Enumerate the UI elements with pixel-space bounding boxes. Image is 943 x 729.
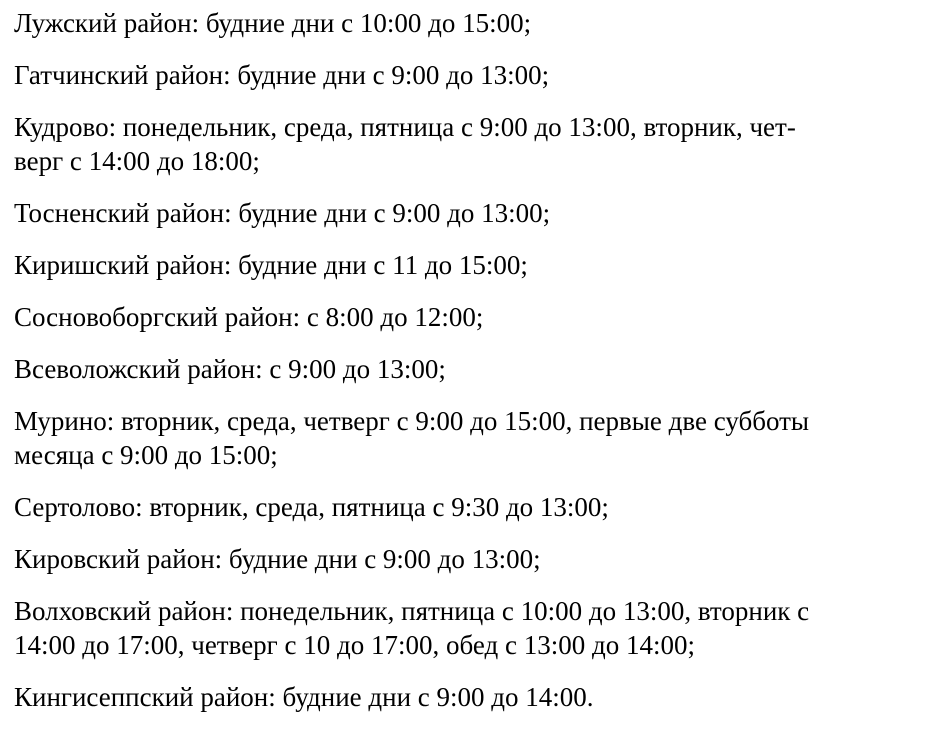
paragraph-gap (14, 40, 934, 58)
paragraph-gap (14, 576, 934, 594)
paragraph-gap (14, 282, 934, 300)
schedule-entry-gatchinsky (14, 58, 934, 92)
entry-line: 14:00 до 17:00, четверг с 10 до 17:00, обед с 13:00 до 14:00; (14, 630, 695, 660)
schedule-entry-sosnovoborgsky (14, 300, 934, 334)
paragraph-gap (14, 334, 934, 352)
paragraph-gap (14, 92, 934, 110)
schedule-entry-kingiseppsky (14, 680, 934, 714)
schedule-entry-volkhovsky (14, 594, 934, 662)
entry-line: месяца с 9:00 до 15:00; (14, 440, 278, 470)
paragraph-gap (14, 662, 934, 680)
schedule-entry-kirovsky (14, 542, 934, 576)
schedule-entry-tosnensky (14, 196, 934, 230)
entry-line: Сосновоборгский район: с 8:00 до 12:00; (14, 302, 484, 332)
schedule-entry-kudrovo (14, 110, 934, 178)
schedule-entry-sertolovo (14, 490, 934, 524)
entry-line: Всеволожский район: с 9:00 до 13:00; (14, 354, 446, 384)
entry-line: Сертолово: вторник, среда, пятница с 9:30 до 13:00; (14, 492, 609, 522)
schedule-entry-vsevolozhsky (14, 352, 934, 386)
schedule-entry-kirishsky (14, 248, 934, 282)
entry-line: Волховский район: понедельник, пятница с 10:00 до 13:00, вторник с (14, 596, 810, 626)
schedule-document (14, 6, 934, 714)
schedule-entry-luzhsky (14, 6, 934, 40)
entry-line: Лужский район: будние дни с 10:00 до 15:00; (14, 8, 532, 38)
entry-line: Кировский район: будние дни с 9:00 до 13:00; (14, 544, 541, 574)
entry-line: верг с 14:00 до 18:00; (14, 146, 260, 176)
entry-line: Гатчинский район: будние дни с 9:00 до 13:00; (14, 60, 550, 90)
paragraph-gap (14, 178, 934, 196)
paragraph-gap (14, 230, 934, 248)
entry-line: Киришский район: будние дни с 11 до 15:00; (14, 250, 528, 280)
entry-line: Кингисеппский район: будние дни с 9:00 до 14:00. (14, 682, 594, 712)
entry-line: Тосненский район: будние дни с 9:00 до 13:00; (14, 198, 551, 228)
schedule-entry-murino (14, 404, 934, 472)
paragraph-gap (14, 472, 934, 490)
entry-line: Мурино: вторник, среда, четверг с 9:00 до 15:00, первые две субботы (14, 406, 810, 436)
entry-line: Кудрово: понедельник, среда, пятница с 9:00 до 13:00, вторник, чет- (14, 112, 796, 142)
paragraph-gap (14, 524, 934, 542)
paragraph-gap (14, 386, 934, 404)
